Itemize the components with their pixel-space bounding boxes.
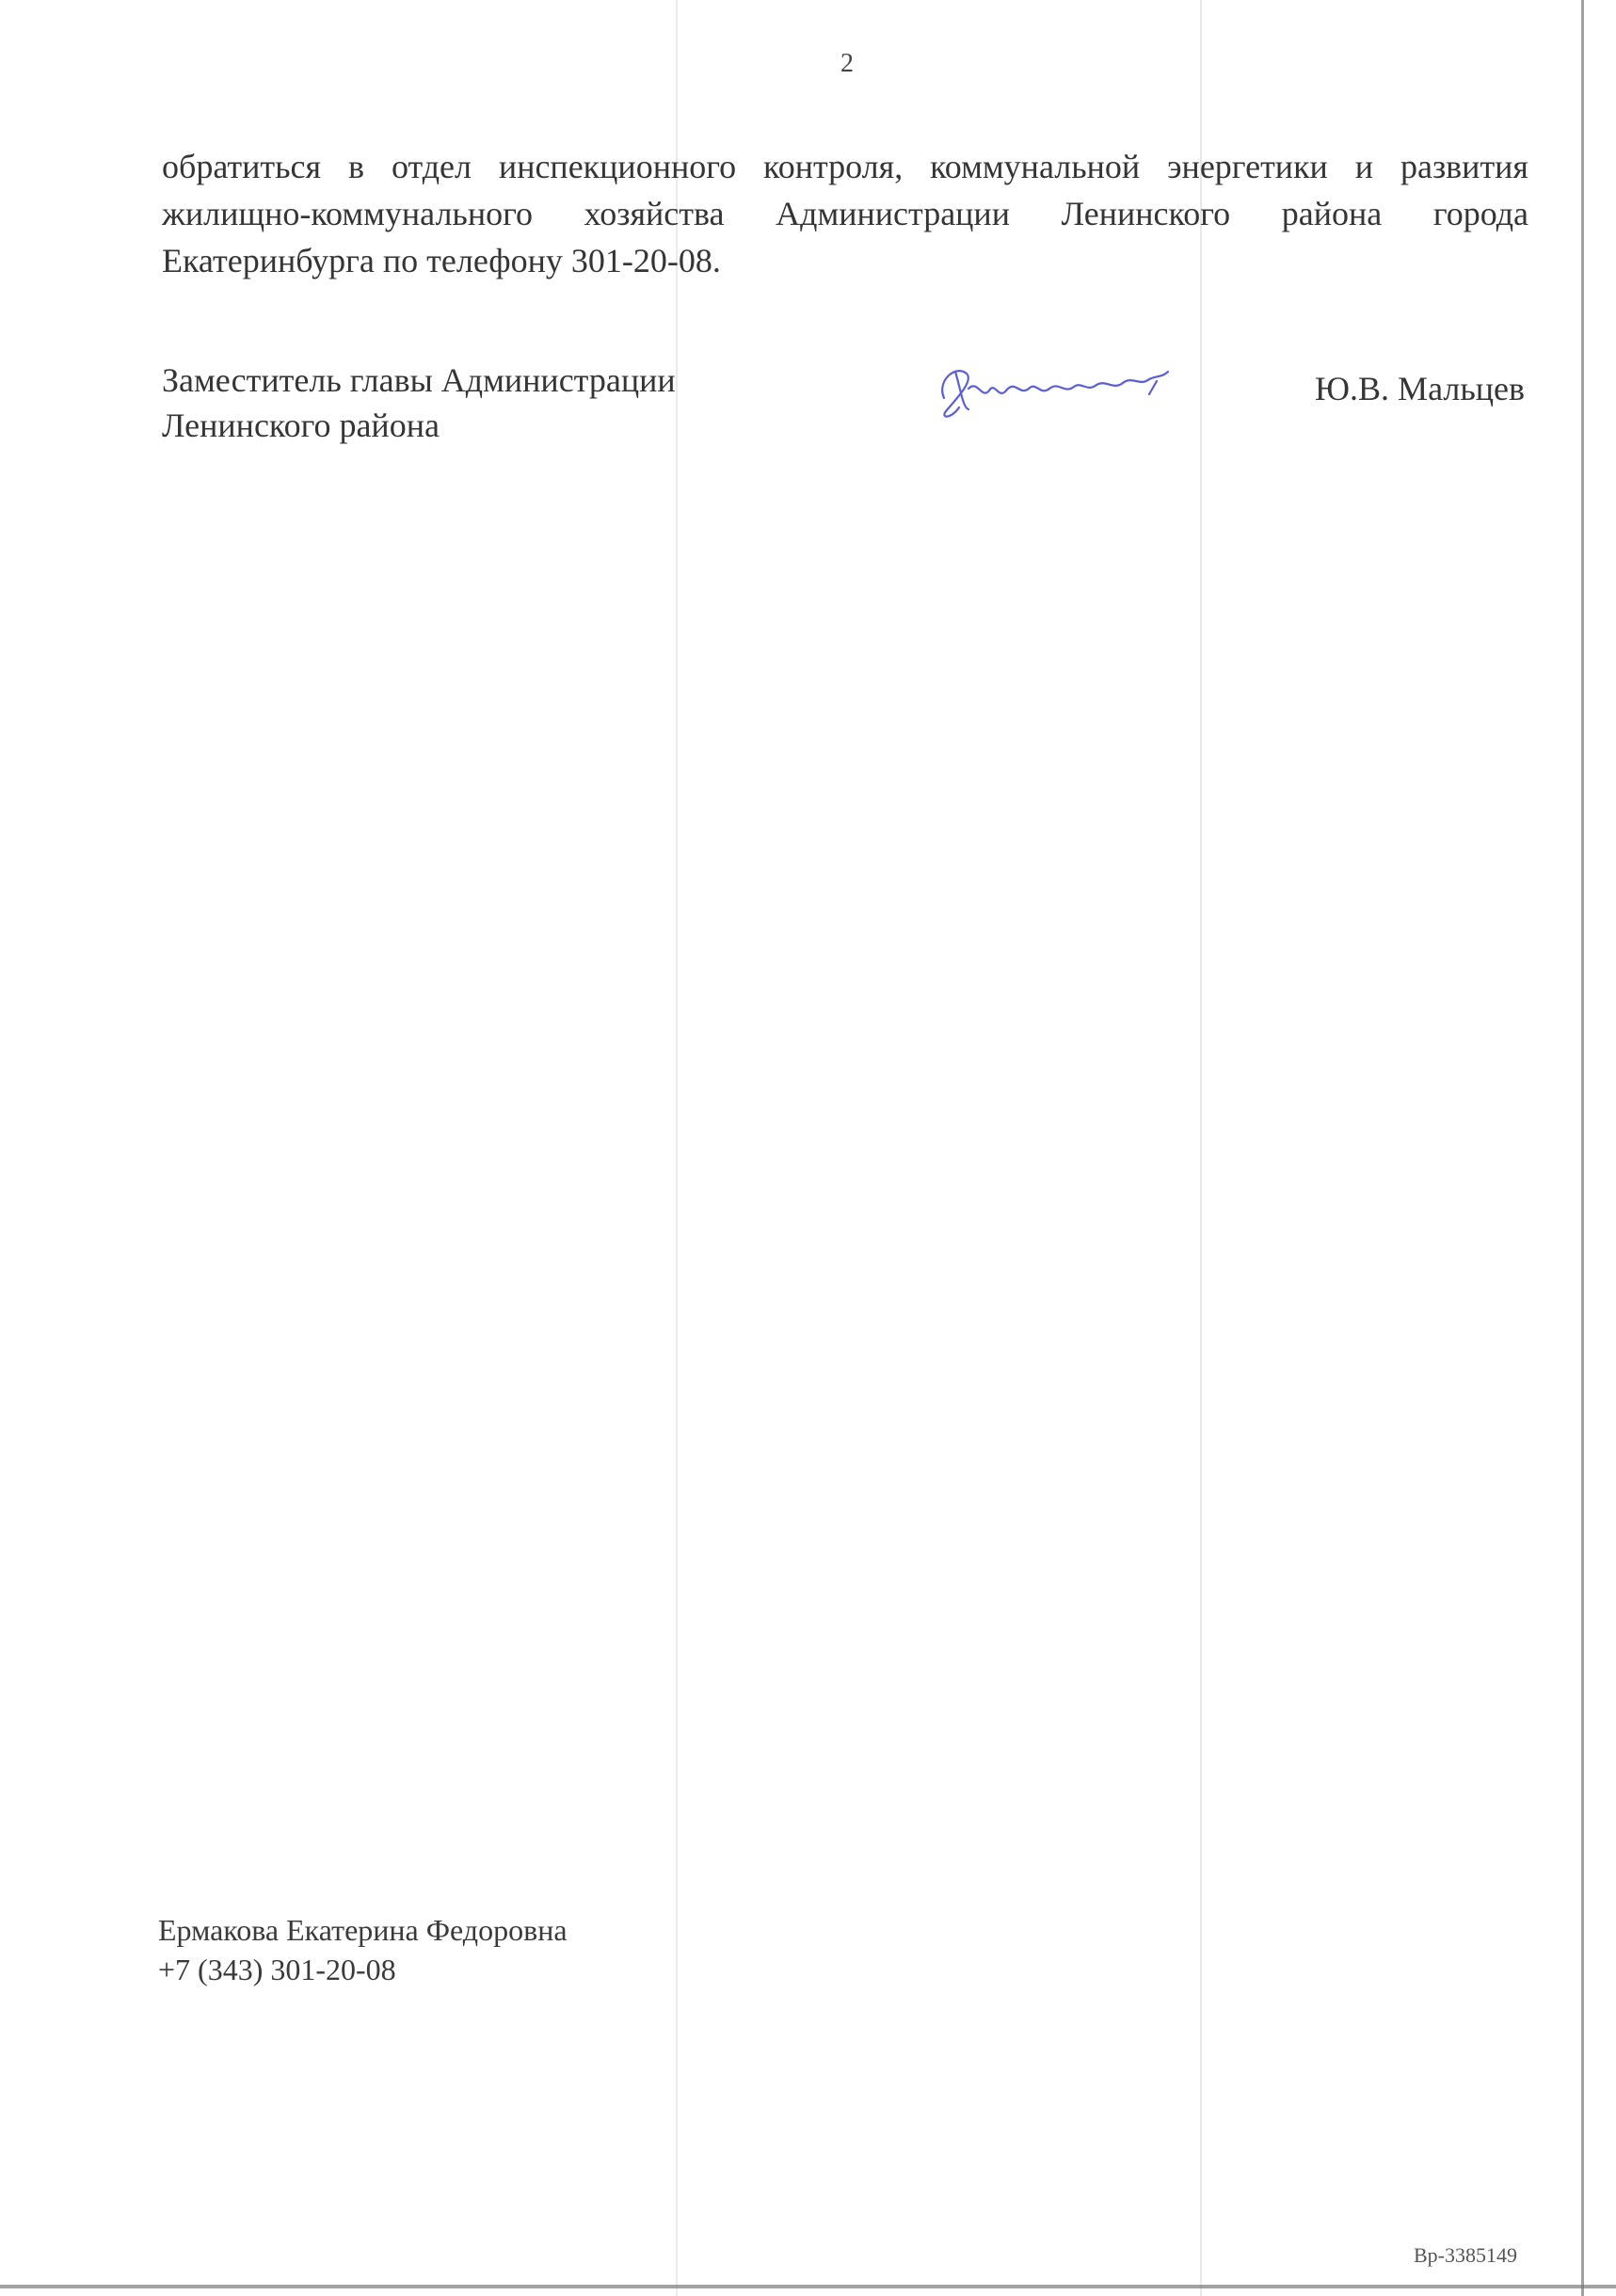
scan-artifact-line (1581, 0, 1584, 2296)
executor-name: Ермакова Екатерина Федоровна (158, 1913, 568, 1947)
executor-info (158, 1910, 568, 1989)
signer-position-line-2: Ленинского района (162, 407, 440, 444)
page-number: 2 (840, 49, 854, 78)
scan-artifact-line (1200, 0, 1202, 2296)
scan-artifact-line (676, 0, 678, 2296)
document-number: Вр-3385149 (1414, 2243, 1517, 2267)
scan-artifact-edge (0, 2285, 1616, 2288)
body-paragraph: обратиться в отдел инспекционного контроля, коммунальной энергетики и развития жилищно-коммунального хозяйства Администрации Ленинского района города Екатеринбурга по телефону 301-20-08. (162, 148, 1528, 279)
executor-phone: +7 (343) 301-20-08 (158, 1953, 396, 1986)
signer-position-line-1: Заместитель главы Администрации (162, 361, 676, 399)
handwritten-signature (927, 353, 1181, 428)
signer-position (162, 358, 676, 448)
signer-name: Ю.В. Мальцев (1315, 370, 1525, 407)
